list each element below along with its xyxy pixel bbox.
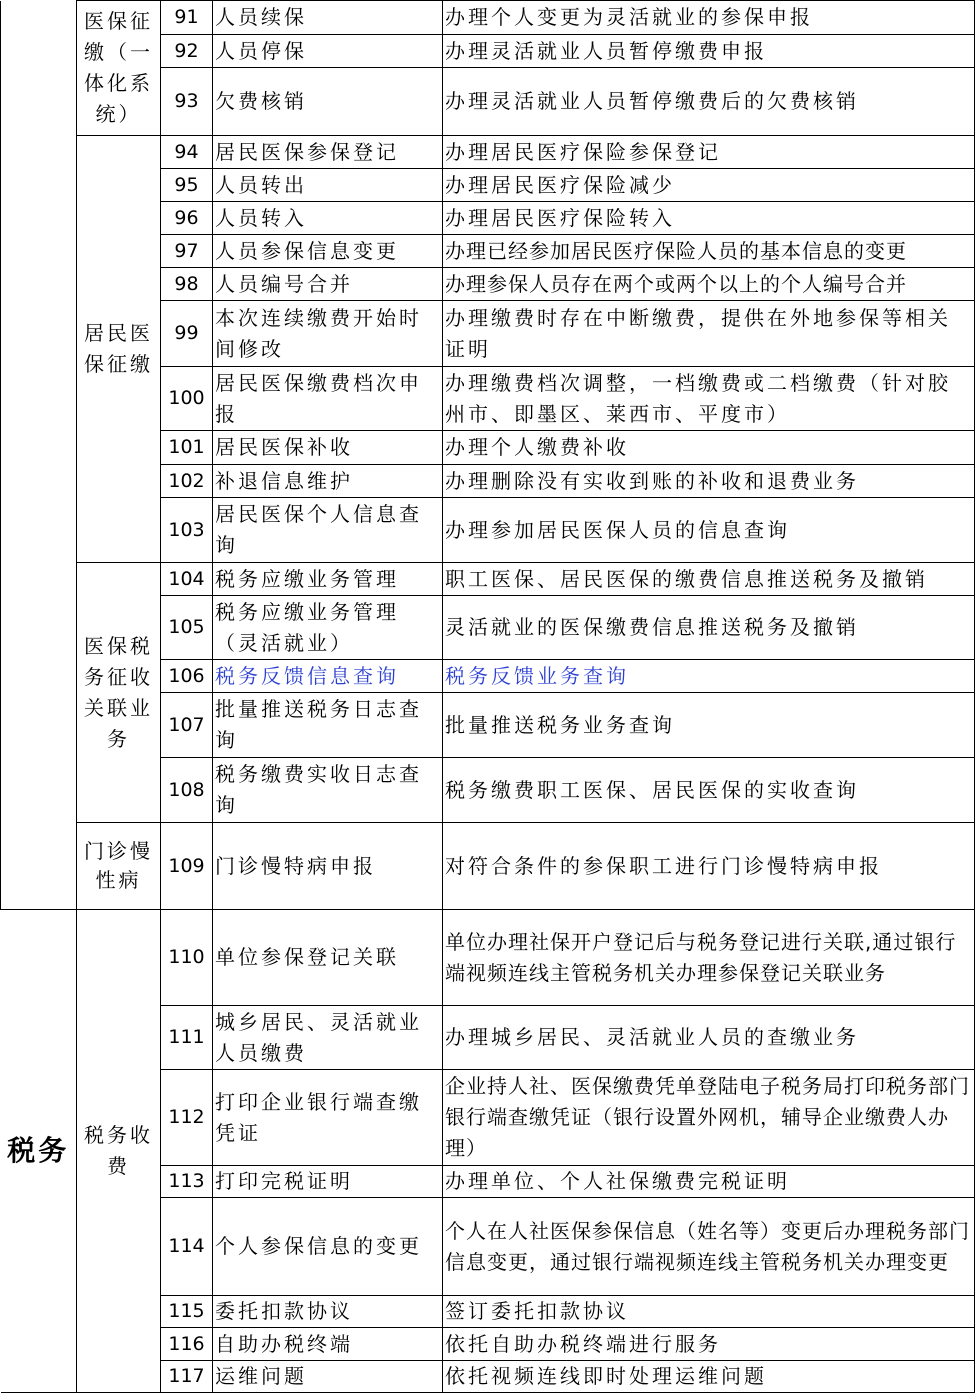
row-number: 98 — [161, 268, 213, 301]
item-desc: 办理个人变更为灵活就业的参保申报 — [443, 1, 975, 35]
table-row — [1, 910, 975, 1006]
row-number: 95 — [161, 169, 213, 202]
item-name: 补退信息维护 — [213, 465, 443, 498]
item-desc: 对符合条件的参保职工进行门诊慢特病申报 — [443, 823, 975, 910]
item-name: 批量推送税务日志查询 — [213, 693, 443, 758]
item-desc: 办理居民医疗保险减少 — [443, 169, 975, 202]
item-name: 门诊慢特病申报 — [213, 823, 443, 910]
item-desc: 签订委托扣款协议 — [443, 1296, 975, 1328]
row-number: 111 — [161, 1006, 213, 1070]
table-row — [1, 563, 975, 596]
item-desc: 单位办理社保开户登记后与税务登记进行关联,通过银行端视频连线主管税务机关办理参保登记关联业务 — [443, 910, 975, 1006]
group-label: 居民医保征缴 — [77, 136, 161, 563]
row-number: 92 — [161, 35, 213, 68]
row-number: 104 — [161, 563, 213, 596]
item-name: 委托扣款协议 — [213, 1296, 443, 1328]
item-desc: 办理居民医疗保险转入 — [443, 202, 975, 235]
item-name: 打印完税证明 — [213, 1166, 443, 1198]
item-desc-link[interactable]: 税务反馈业务查询 — [443, 660, 975, 693]
item-name: 税务缴费实收日志查询 — [213, 758, 443, 823]
row-number: 109 — [161, 823, 213, 910]
item-name: 人员编号合并 — [213, 268, 443, 301]
table-row — [1, 136, 975, 169]
item-name: 打印企业银行端查缴凭证 — [213, 1070, 443, 1166]
category-cell-blank — [1, 1, 77, 910]
item-name: 城乡居民、灵活就业人员缴费 — [213, 1006, 443, 1070]
item-desc: 办理参加居民医保人员的信息查询 — [443, 498, 975, 563]
group-label: 门诊慢性病 — [77, 823, 161, 910]
row-number: 117 — [161, 1361, 213, 1393]
item-desc: 办理城乡居民、灵活就业人员的查缴业务 — [443, 1006, 975, 1070]
item-desc: 办理已经参加居民医疗保险人员的基本信息的变更 — [443, 235, 975, 268]
item-desc: 灵活就业的医保缴费信息推送税务及撤销 — [443, 596, 975, 660]
row-number: 108 — [161, 758, 213, 823]
row-number: 93 — [161, 68, 213, 136]
row-number: 110 — [161, 910, 213, 1006]
item-name: 人员续保 — [213, 1, 443, 35]
item-name: 本次连续缴费开始时间修改 — [213, 301, 443, 367]
item-desc: 办理参保人员存在两个或两个以上的个人编号合并 — [443, 268, 975, 301]
item-desc: 办理单位、个人社保缴费完税证明 — [443, 1166, 975, 1198]
row-number: 112 — [161, 1070, 213, 1166]
row-number: 107 — [161, 693, 213, 758]
item-name: 个人参保信息的变更 — [213, 1198, 443, 1296]
item-desc: 批量推送税务业务查询 — [443, 693, 975, 758]
item-name: 税务应缴业务管理（灵活就业） — [213, 596, 443, 660]
item-desc: 办理灵活就业人员暂停缴费申报 — [443, 35, 975, 68]
item-name: 人员停保 — [213, 35, 443, 68]
item-desc: 办理缴费时存在中断缴费，提供在外地参保等相关证明 — [443, 301, 975, 367]
table-row — [1, 1, 975, 35]
row-number: 94 — [161, 136, 213, 169]
row-number: 105 — [161, 596, 213, 660]
row-number: 106 — [161, 660, 213, 693]
row-number: 99 — [161, 301, 213, 367]
item-desc: 办理个人缴费补收 — [443, 431, 975, 465]
item-name: 自助办税终端 — [213, 1328, 443, 1361]
item-name: 人员转出 — [213, 169, 443, 202]
item-name: 居民医保参保登记 — [213, 136, 443, 169]
row-number: 115 — [161, 1296, 213, 1328]
row-number: 100 — [161, 367, 213, 431]
item-desc: 办理灵活就业人员暂停缴费后的欠费核销 — [443, 68, 975, 136]
item-name-link[interactable]: 税务反馈信息查询 — [213, 660, 443, 693]
item-name: 居民医保个人信息查询 — [213, 498, 443, 563]
group-label: 医保税务征收关联业务 — [77, 563, 161, 823]
item-desc: 职工医保、居民医保的缴费信息推送税务及撤销 — [443, 563, 975, 596]
row-number: 91 — [161, 1, 213, 35]
item-desc: 办理缴费档次调整，一档缴费或二档缴费（针对胶州市、即墨区、莱西市、平度市） — [443, 367, 975, 431]
item-desc: 依托自助办税终端进行服务 — [443, 1328, 975, 1361]
item-name: 人员转入 — [213, 202, 443, 235]
item-desc: 个人在人社医保参保信息（姓名等）变更后办理税务部门信息变更，通过银行端视频连线主管税务机关办理变更 — [443, 1198, 975, 1296]
group-label: 医保征缴（一体化系统） — [77, 1, 161, 136]
group-label: 税务收费 — [77, 910, 161, 1393]
category-tax: 税务 — [1, 910, 77, 1393]
row-number: 102 — [161, 465, 213, 498]
item-desc: 企业持人社、医保缴费凭单登陆电子税务局打印税务部门银行端查缴凭证（银行设置外网机，辅导企业缴费人办理） — [443, 1070, 975, 1166]
item-name: 运维问题 — [213, 1361, 443, 1393]
row-number: 97 — [161, 235, 213, 268]
item-desc: 依托视频连线即时处理运维问题 — [443, 1361, 975, 1393]
item-desc: 办理删除没有实收到账的补收和退费业务 — [443, 465, 975, 498]
item-name: 单位参保登记关联 — [213, 910, 443, 1006]
item-name: 人员参保信息变更 — [213, 235, 443, 268]
row-number: 103 — [161, 498, 213, 563]
row-number: 101 — [161, 431, 213, 465]
row-number: 116 — [161, 1328, 213, 1361]
item-name: 税务应缴业务管理 — [213, 563, 443, 596]
item-name: 居民医保补收 — [213, 431, 443, 465]
item-name: 居民医保缴费档次申报 — [213, 367, 443, 431]
item-desc: 税务缴费职工医保、居民医保的实收查询 — [443, 758, 975, 823]
row-number: 113 — [161, 1166, 213, 1198]
table-row — [1, 823, 975, 910]
item-desc: 办理居民医疗保险参保登记 — [443, 136, 975, 169]
item-name: 欠费核销 — [213, 68, 443, 136]
row-number: 114 — [161, 1198, 213, 1296]
row-number: 96 — [161, 202, 213, 235]
